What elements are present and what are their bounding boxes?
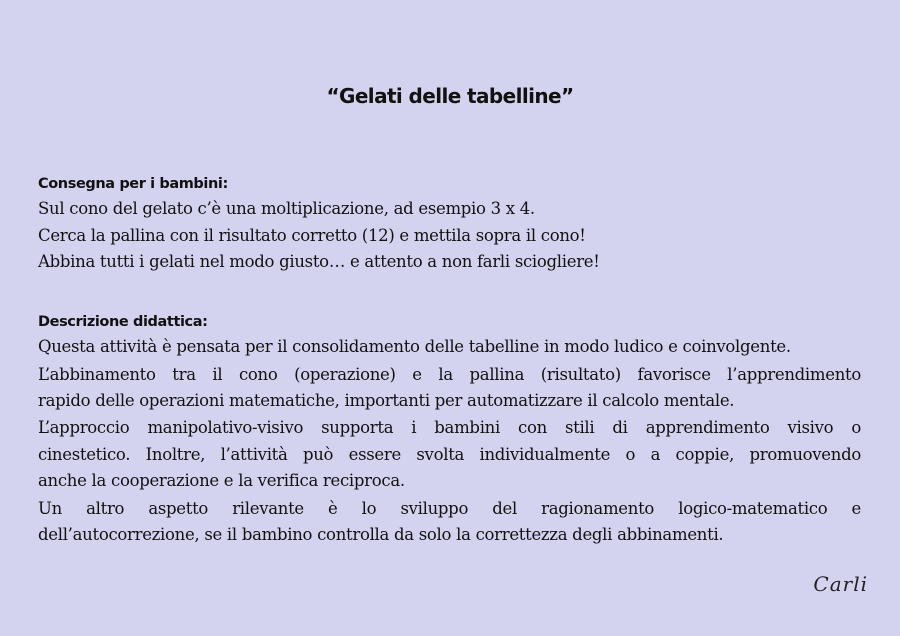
consegna-line: Sul cono del gelato c’è una moltiplicazione, ad esempio 3 x 4. [38, 199, 535, 218]
consegna-line: Abbina tutti i gelati nel modo giusto… e attento a non farli sciogliere! [38, 252, 600, 271]
descrizione-section [38, 314, 861, 548]
descrizione-heading: Descrizione didattica: [38, 314, 208, 330]
descrizione-line: Questa attività è pensata per il consolidamento delle tabelline in modo ludico e coinvolgente. [38, 337, 791, 356]
descrizione-line: Un altro aspetto rilevante è lo sviluppo del ragionamento logico-matematico e [38, 498, 861, 518]
consegna-line: Cerca la pallina con il risultato corretto (12) e mettila sopra il cono! [38, 225, 586, 245]
consegna-section [38, 176, 861, 276]
author-signature: Carli [813, 572, 868, 596]
page-title: “Gelati delle tabelline” [326, 84, 574, 108]
descrizione-line: rapido delle operazioni matematiche, importanti per automatizzare il calcolo mentale. [38, 390, 735, 410]
descrizione-line: dell’autocorrezione, se il bambino controlla da solo la correttezza degli abbinamenti. [38, 524, 724, 544]
descrizione-line: anche la cooperazione e la verifica reciproca. [38, 471, 405, 490]
descrizione-line: L’abbinamento tra il cono (operazione) e la pallina (risultato) favorisce l’apprendimento [38, 364, 861, 384]
descrizione-line: L’approccio manipolativo-visivo supporta i bambini con stili di apprendimento visivo o [38, 418, 861, 437]
descrizione-line: cinestetico. Inoltre, l’attività può essere svolta individualmente o a coppie, promuovendo [38, 445, 861, 464]
consegna-heading: Consegna per i bambini: [38, 176, 228, 192]
